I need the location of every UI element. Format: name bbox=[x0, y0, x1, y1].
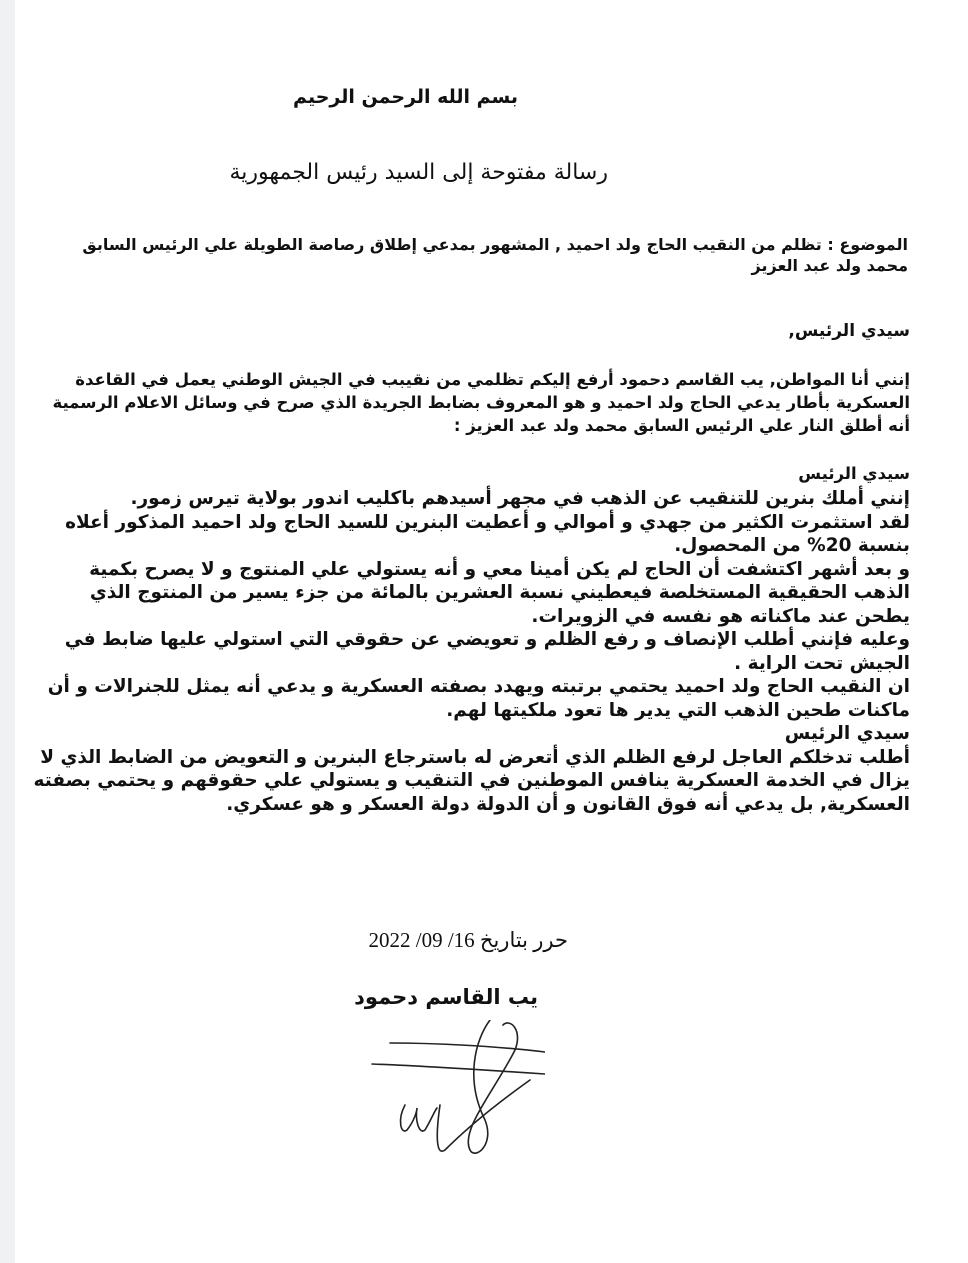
intro-after-name: أرفع إليكم تظلمي من نقيبب في الجيش الوطني يعمل في القاعدة العسكرية بأطار يدعي الحاج ولد احميد و هو المعروف بضابط الجريدة الذي صرح في وسائل الاعلام الرسمية أنه أطلق النار علي الرئيس السابق محمد ولد عبد العزيز : bbox=[52, 370, 910, 435]
signature-stroke bbox=[437, 1080, 530, 1151]
viewer-left-margin bbox=[0, 0, 15, 1263]
body-paragraph: وعليه فإنني أطلب الإنصاف و رفع الظلم و تعويضي عن حقوقي التي استولي عليها ضابط في الجيش تحت الراية . bbox=[64, 629, 910, 674]
body-paragraph: ان النقيب الحاج ولد احميد يحتمي برتبته ويهدد بصفته العسكرية و يدعي أنه يمثل للجنرالات و أن ماكنات طحين الذهب التي يدير ها تعود ملكيتها لهم. bbox=[47, 676, 910, 721]
signature-stroke bbox=[401, 1105, 437, 1131]
body-paragraph: إنني أملك بنرين للتنقيب عن الذهب في مجهر أسيدهم باكليب اندور بولاية تيرس زمور. bbox=[130, 488, 910, 509]
date-line: حرر بتاريخ 16/ 09/ 2022 bbox=[368, 928, 568, 952]
letter-body bbox=[30, 464, 910, 816]
basmala-heading: بسم الله الرحمن الرحيم bbox=[293, 86, 518, 108]
signature-stroke bbox=[390, 1043, 545, 1052]
signature-stroke bbox=[372, 1064, 545, 1074]
body-paragraph: سيدي الرئيس bbox=[798, 464, 910, 483]
body-paragraph: سيدي الرئيس bbox=[784, 723, 910, 744]
letter-subject: الموضوع : تظلم من النقيب الحاج ولد احميد , المشهور بمدعي إطلاق رصاصة الطويلة علي الرئيس السابق محمد ولد عبد العزيز bbox=[82, 235, 908, 275]
letter-title: رسالة مفتوحة إلى السيد رئيس الجمهورية bbox=[229, 160, 608, 185]
letter-page bbox=[15, 0, 968, 1263]
signature-icon bbox=[345, 1020, 545, 1160]
intro-before-name: إنني أنا المواطن, bbox=[763, 370, 910, 389]
signature-stroke bbox=[468, 1020, 517, 1153]
salutation: سيدي الرئيس, bbox=[788, 321, 910, 341]
sender-name-inline: يب القاسم دحمود bbox=[619, 370, 764, 389]
signer-name: يب القاسم دحمود bbox=[354, 985, 538, 1009]
body-paragraph: أطلب تدخلكم العاجل لرفع الظلم الذي أتعرض له باسترجاع البنرين و التعويض من الضابط الذي لا يزال في الخدمة العسكرية ينافس الموطنين في التنقيب و يستولي علي حقوقهم و يحتمي بصفته العسكرية, بل يدعي أنه فوق القانون و أن الدولة دولة العسكر و هو عسكري. bbox=[33, 746, 910, 815]
body-paragraph: و بعد أشهر اكتشفت أن الحاج لم يكن أمينا معي و أنه يستولي علي المنتوج و لا يصرح بكمية الذهب الحقيقية المستخلصة فيعطيني نسبة العشرين بالمائة من جزء يسير من المنتوج الذي يطحن عند ماكناته هو نفسه في الزويرات. bbox=[89, 558, 910, 627]
intro-paragraph bbox=[30, 368, 910, 437]
body-paragraph: لقد استثمرت الكثير من جهدي و أموالي و أعطيت البنرين للسيد الحاج ولد احميد المذكور أعلاه بنسبة 20% من المحصول. bbox=[65, 511, 910, 556]
